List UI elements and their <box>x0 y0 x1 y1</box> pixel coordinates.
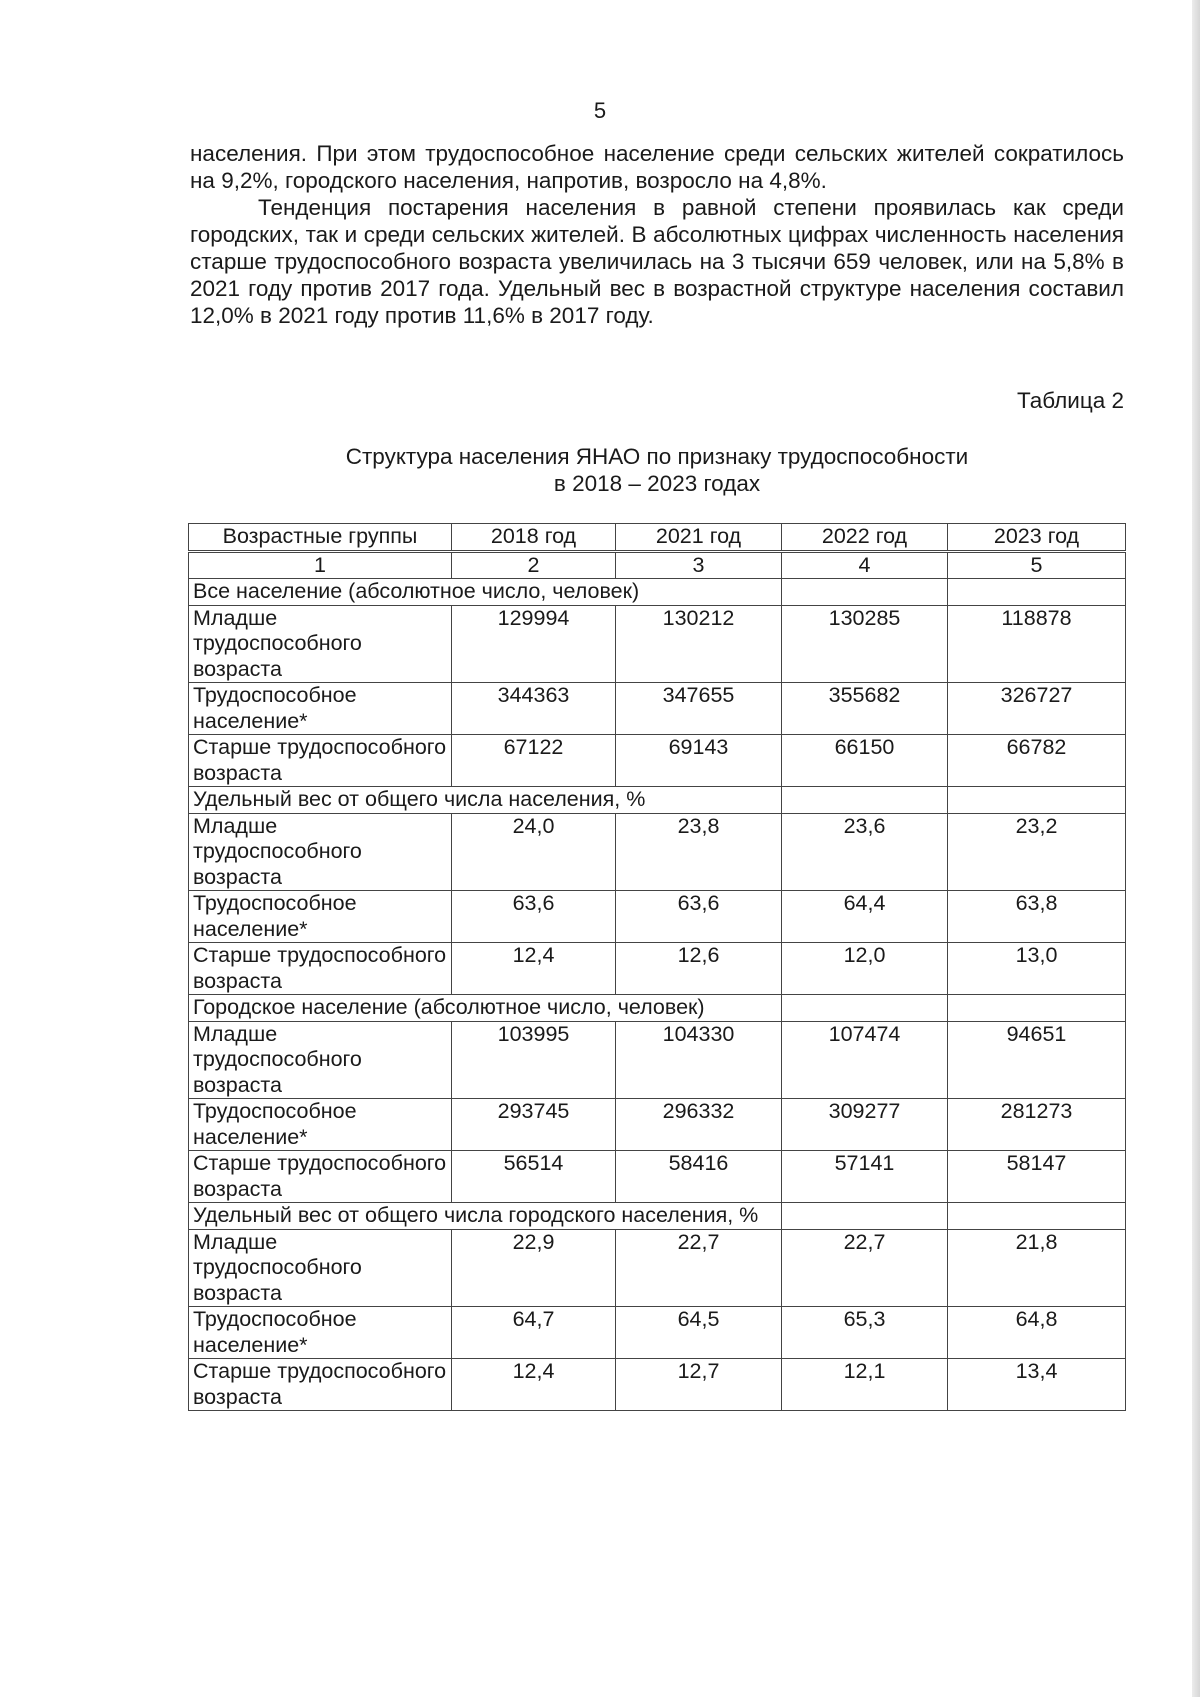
section-row <box>189 995 1126 1022</box>
row-label: Старше трудоспособного возраста <box>189 943 452 995</box>
cell-2022: 23,6 <box>782 813 948 891</box>
cell-2021: 63,6 <box>616 891 782 943</box>
cell-2023: 13,0 <box>948 943 1126 995</box>
header-2023: 2023 год <box>948 524 1126 552</box>
cell-2021: 69143 <box>616 735 782 787</box>
row-label: Младше трудоспособного возраста <box>189 1021 452 1099</box>
header-2018: 2018 год <box>452 524 616 552</box>
table-row <box>189 943 1126 995</box>
column-number: 5 <box>948 551 1126 579</box>
section-title: Удельный вес от общего числа городского населения, % <box>189 1203 782 1230</box>
empty-cell <box>948 1203 1126 1230</box>
cell-2023: 64,8 <box>948 1307 1126 1359</box>
column-number: 1 <box>189 551 452 579</box>
cell-2018: 344363 <box>452 683 616 735</box>
page-number: 5 <box>593 98 607 123</box>
table-row <box>189 1021 1126 1099</box>
cell-2018: 129994 <box>452 605 616 683</box>
header-2021: 2021 год <box>616 524 782 552</box>
cell-2021: 64,5 <box>616 1307 782 1359</box>
table-row <box>189 1151 1126 1203</box>
cell-2023: 63,8 <box>948 891 1126 943</box>
cell-2021: 104330 <box>616 1021 782 1099</box>
table-row <box>189 1307 1126 1359</box>
section-row <box>189 579 1126 606</box>
row-label: Трудоспособное население* <box>189 1099 452 1151</box>
cell-2022: 309277 <box>782 1099 948 1151</box>
row-label: Младше трудоспособного возраста <box>189 1229 452 1307</box>
page-edge-shadow <box>1192 0 1200 1697</box>
table-row <box>189 813 1126 891</box>
cell-2022: 355682 <box>782 683 948 735</box>
cell-2023: 326727 <box>948 683 1126 735</box>
cell-2018: 56514 <box>452 1151 616 1203</box>
column-number: 4 <box>782 551 948 579</box>
row-label: Трудоспособное население* <box>189 891 452 943</box>
cell-2018: 12,4 <box>452 1359 616 1411</box>
empty-cell <box>948 579 1126 606</box>
column-number-row <box>189 551 1126 579</box>
cell-2023: 94651 <box>948 1021 1126 1099</box>
cell-2021: 12,7 <box>616 1359 782 1411</box>
table-header-row <box>189 524 1126 552</box>
table-row <box>189 1099 1126 1151</box>
empty-cell <box>782 787 948 814</box>
cell-2022: 12,1 <box>782 1359 948 1411</box>
cell-2018: 24,0 <box>452 813 616 891</box>
cell-2018: 67122 <box>452 735 616 787</box>
cell-2018: 64,7 <box>452 1307 616 1359</box>
cell-2022: 22,7 <box>782 1229 948 1307</box>
cell-2022: 66150 <box>782 735 948 787</box>
row-label: Старше трудоспособного возраста <box>189 1151 452 1203</box>
table-row <box>189 1359 1126 1411</box>
cell-2018: 103995 <box>452 1021 616 1099</box>
column-number: 2 <box>452 551 616 579</box>
section-title: Городское население (абсолютное число, человек) <box>189 995 782 1022</box>
empty-cell <box>782 995 948 1022</box>
cell-2023: 281273 <box>948 1099 1126 1151</box>
cell-2018: 22,9 <box>452 1229 616 1307</box>
cell-2021: 58416 <box>616 1151 782 1203</box>
cell-2022: 64,4 <box>782 891 948 943</box>
header-age-groups: Возрастные группы <box>189 524 452 552</box>
empty-cell <box>948 995 1126 1022</box>
population-structure-table <box>188 523 1126 1411</box>
row-label: Трудоспособное население* <box>189 683 452 735</box>
cell-2022: 130285 <box>782 605 948 683</box>
header-2022: 2022 год <box>782 524 948 552</box>
cell-2018: 12,4 <box>452 943 616 995</box>
cell-2022: 65,3 <box>782 1307 948 1359</box>
row-label: Младше трудоспособного возраста <box>189 605 452 683</box>
section-row <box>189 1203 1126 1230</box>
cell-2018: 63,6 <box>452 891 616 943</box>
table-title-line-2: в 2018 – 2023 годах <box>553 471 761 496</box>
cell-2021: 130212 <box>616 605 782 683</box>
column-number: 3 <box>616 551 782 579</box>
cell-2021: 347655 <box>616 683 782 735</box>
empty-cell <box>782 579 948 606</box>
table-row <box>189 683 1126 735</box>
section-title: Все население (абсолютное число, человек) <box>189 579 782 606</box>
paragraph-2: Тенденция постарения населения в равной степени проявилась как среди городских, так и среди сельских жителей. В абсолютных цифрах численность населения старше трудоспособного возраста увеличилась на 3 тысячи 659 человек, или на 5,8% в 2021 году против 2017 года. Удельный вес в возрастной структуре населения составил 12,0% в 2021 году против 11,6% в 2017 году. <box>190 195 1124 328</box>
cell-2021: 23,8 <box>616 813 782 891</box>
section-title: Удельный вес от общего числа населения, % <box>189 787 782 814</box>
table-label: Таблица 2 <box>1017 388 1124 413</box>
cell-2022: 12,0 <box>782 943 948 995</box>
section-row <box>189 787 1126 814</box>
cell-2023: 21,8 <box>948 1229 1126 1307</box>
cell-2021: 22,7 <box>616 1229 782 1307</box>
table-row <box>189 891 1126 943</box>
cell-2021: 12,6 <box>616 943 782 995</box>
paragraph-1: населения. При этом трудоспособное население среди сельских жителей сократилось на 9,2%, городского населения, напротив, возросло на 4,8%. <box>190 141 1124 193</box>
row-label: Старше трудоспособного возраста <box>189 735 452 787</box>
table-row <box>189 735 1126 787</box>
row-label: Младше трудоспособного возраста <box>189 813 452 891</box>
table-title <box>190 443 1124 497</box>
cell-2022: 57141 <box>782 1151 948 1203</box>
table-row <box>189 1229 1126 1307</box>
table-title-line-1: Структура населения ЯНАО по признаку трудоспособности <box>345 444 969 469</box>
body-text <box>190 140 1124 329</box>
cell-2023: 66782 <box>948 735 1126 787</box>
cell-2023: 13,4 <box>948 1359 1126 1411</box>
empty-cell <box>948 787 1126 814</box>
cell-2023: 23,2 <box>948 813 1126 891</box>
cell-2022: 107474 <box>782 1021 948 1099</box>
row-label: Трудоспособное население* <box>189 1307 452 1359</box>
cell-2023: 58147 <box>948 1151 1126 1203</box>
table-row <box>189 605 1126 683</box>
empty-cell <box>782 1203 948 1230</box>
cell-2023: 118878 <box>948 605 1126 683</box>
row-label: Старше трудоспособного возраста <box>189 1359 452 1411</box>
cell-2021: 296332 <box>616 1099 782 1151</box>
cell-2018: 293745 <box>452 1099 616 1151</box>
